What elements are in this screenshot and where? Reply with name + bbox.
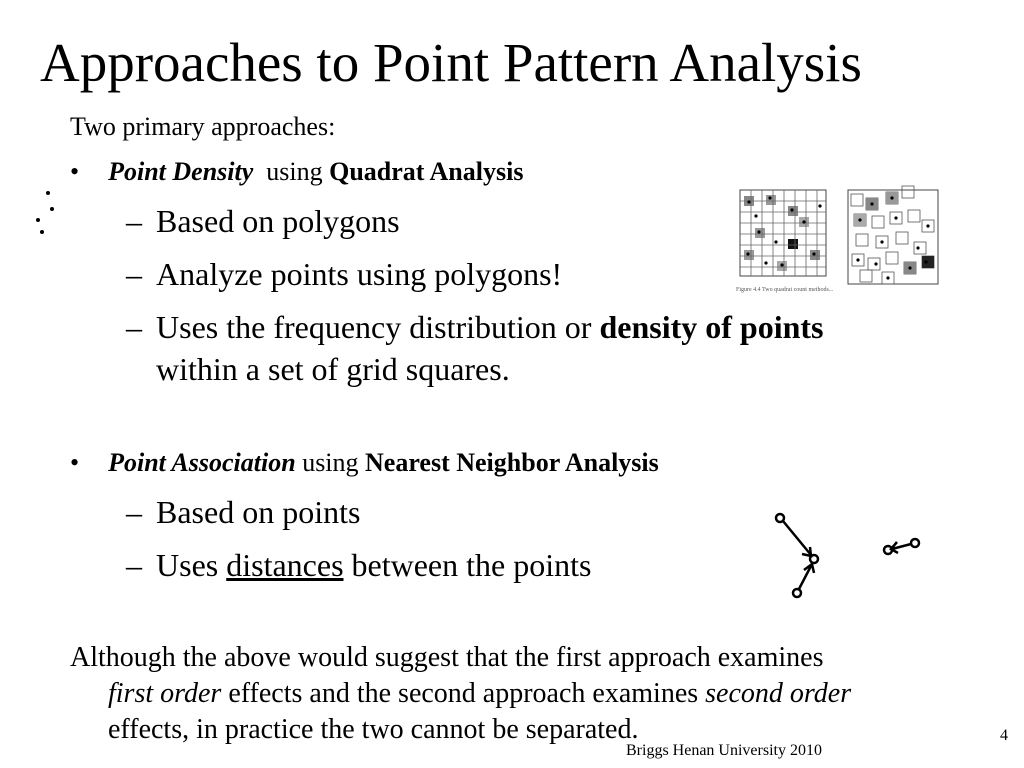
dash-marker: – [126,203,142,239]
sub-item-text: Based on points [156,494,361,530]
nearest-neighbor-arrows-figure [770,508,950,608]
regular-quadrat-grid [740,190,826,276]
density-of-points-text: density of points [599,309,824,345]
sub-item-text: Uses [156,547,219,583]
intro-text: Two primary approaches: [70,112,336,141]
footer-credit: Briggs Henan University 2010 [626,742,822,759]
point-density-lead: Point Density [108,157,254,186]
sub-item-frequency [126,307,824,347]
closing-paragraph [70,640,1020,748]
sub-item-polygons [126,201,400,241]
point-association-lead: Point Association [108,448,296,477]
sub-item-analyze [126,254,562,294]
sub-item-frequency-line2: within a set of grid squares. [156,351,510,387]
dash-marker: – [126,494,142,530]
closing-text: Although the above would suggest that the first approach examines [70,642,824,673]
dash-marker: – [126,547,142,583]
sub-item-based-on-points [126,492,360,532]
page-number: 4 [1000,727,1008,744]
sub-item-text: Analyze points using polygons! [156,256,563,292]
bullet-marker: • [70,157,80,186]
distances-text: distances [226,547,344,583]
bullet-point-density [70,155,523,189]
sub-item-text: between the points [351,547,592,583]
quadrat-analysis-text: Quadrat Analysis [329,157,524,186]
slide-title: Approaches to Point Pattern Analysis [40,32,862,93]
first-order-text: first order [108,678,222,709]
second-order-text: second order [705,678,852,709]
closing-text: effects, in practice the two cannot be separated. [108,714,639,745]
bullet-marker: • [70,448,80,477]
random-quadrat-grid [848,186,938,284]
quadrat-figure [736,186,946,296]
sub-item-text: Uses the frequency distribution or [156,309,592,345]
dash-marker: – [126,256,142,292]
bullet-point-association [70,446,659,480]
connector-text: using [302,448,359,477]
dash-marker: – [126,309,142,345]
nearest-neighbor-text: Nearest Neighbor Analysis [365,448,659,477]
scatter-dots-icon [28,188,58,238]
connector-text: using [266,157,323,186]
sub-item-text: Based on polygons [156,203,400,239]
figure-caption: Figure 4.4 Two quadrat count methods... [736,287,834,293]
sub-item-distances [126,545,591,585]
closing-text: effects and the second approach examines [228,678,699,709]
